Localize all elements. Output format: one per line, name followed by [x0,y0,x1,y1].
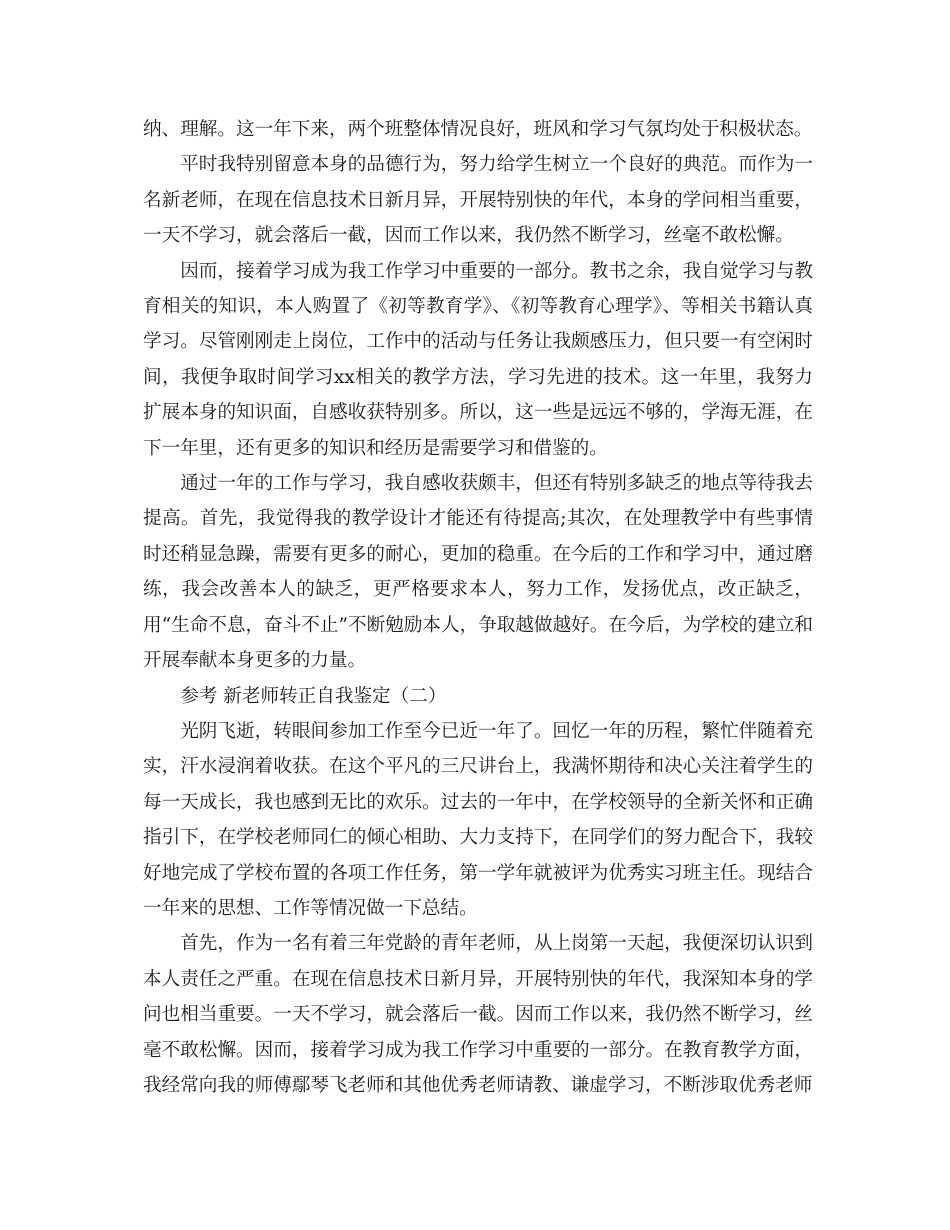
paragraph: 平时我特别留意本身的品德行为，努力给学生树立一个良好的典范。而作为一名新老师，在现在信息技术日新月异，开展特别快的年代，本身的学问相当重要，一天不学习，就会落后一截，因而工作以来，我仍然不断学习，丝毫不敢松懈。 [143,154,813,247]
paragraph: 因而，接着学习成为我工作学习中重要的一部分。教书之余，我自觉学习与教育相关的知识，本人购置了《初等教育学》、《初等教育心理学》、等相关书籍认真学习。尽管刚刚走上岗位，工作中的活动与任务让我颇感压力，但只要一有空闲时间，我便争取时间学习xx相关的教学方法，学习先进的技术。这一年里，我努力扩展本身的知识面，自感收获特别多。所以，这一些是远远不够的，学海无涯，在下一年里，还有更多的知识和经历是需要学习和借鉴的。 [143,260,813,459]
document-body [143,112,813,1103]
section-heading: 参考 新老师转正自我鉴定（二） [180,685,447,707]
paragraph-continuation: 纳、理解。这一年下来，两个班整体情况良好，班风和学习气氛均处于积极状态。 [143,119,813,140]
paragraph: 首先，作为一名有着三年党龄的青年老师，从上岗第一天起，我便深切认识到本人责任之严重。在现在信息技术日新月异，开展特别快的年代，我深知本身的学问也相当重要。一天不学习，就会落后一截。因而工作以来，我仍然不断学习，丝毫不敢松懈。因而，接着学习成为我工作学习中重要的一部分。在教育教学方面，我经常向我的师傅鄢琴飞老师和其他优秀老师请教、谦虚学习，不断涉取优秀老师 [143,933,813,1096]
paragraph: 光阴飞逝，转眼间参加工作至今已近一年了。回忆一年的历程，繁忙伴随着充实，汗水浸润着收获。在这个平凡的三尺讲台上，我满怀期待和决心关注着学生的每一天成长，我也感到无比的欢乐。过去的一年中，在学校领导的全新关怀和正确指引下，在学校老师同仁的倾心相助、大力支持下，在同学们的努力配合下，我较好地完成了学校布置的各项工作任务，第一学年就被评为优秀实习班主任。现结合一年来的思想、工作等情况做一下总结。 [143,720,813,919]
paragraph: 通过一年的工作与学习，我自感收获颇丰，但还有特别多缺乏的地点等待我去提高。首先，我觉得我的教学设计才能还有待提高;其次，在处理教学中有些事情时还稍显急躁，需要有更多的耐心，更加的稳重。在今后的工作和学习中，通过磨练，我会改善本人的缺乏，更严格要求本人，努力工作，发扬优点，改正缺乏，用“生命不息，奋斗不止”不断勉励本人，争取越做越好。在今后，为学校的建立和开展奉献本身更多的力量。 [143,473,813,672]
